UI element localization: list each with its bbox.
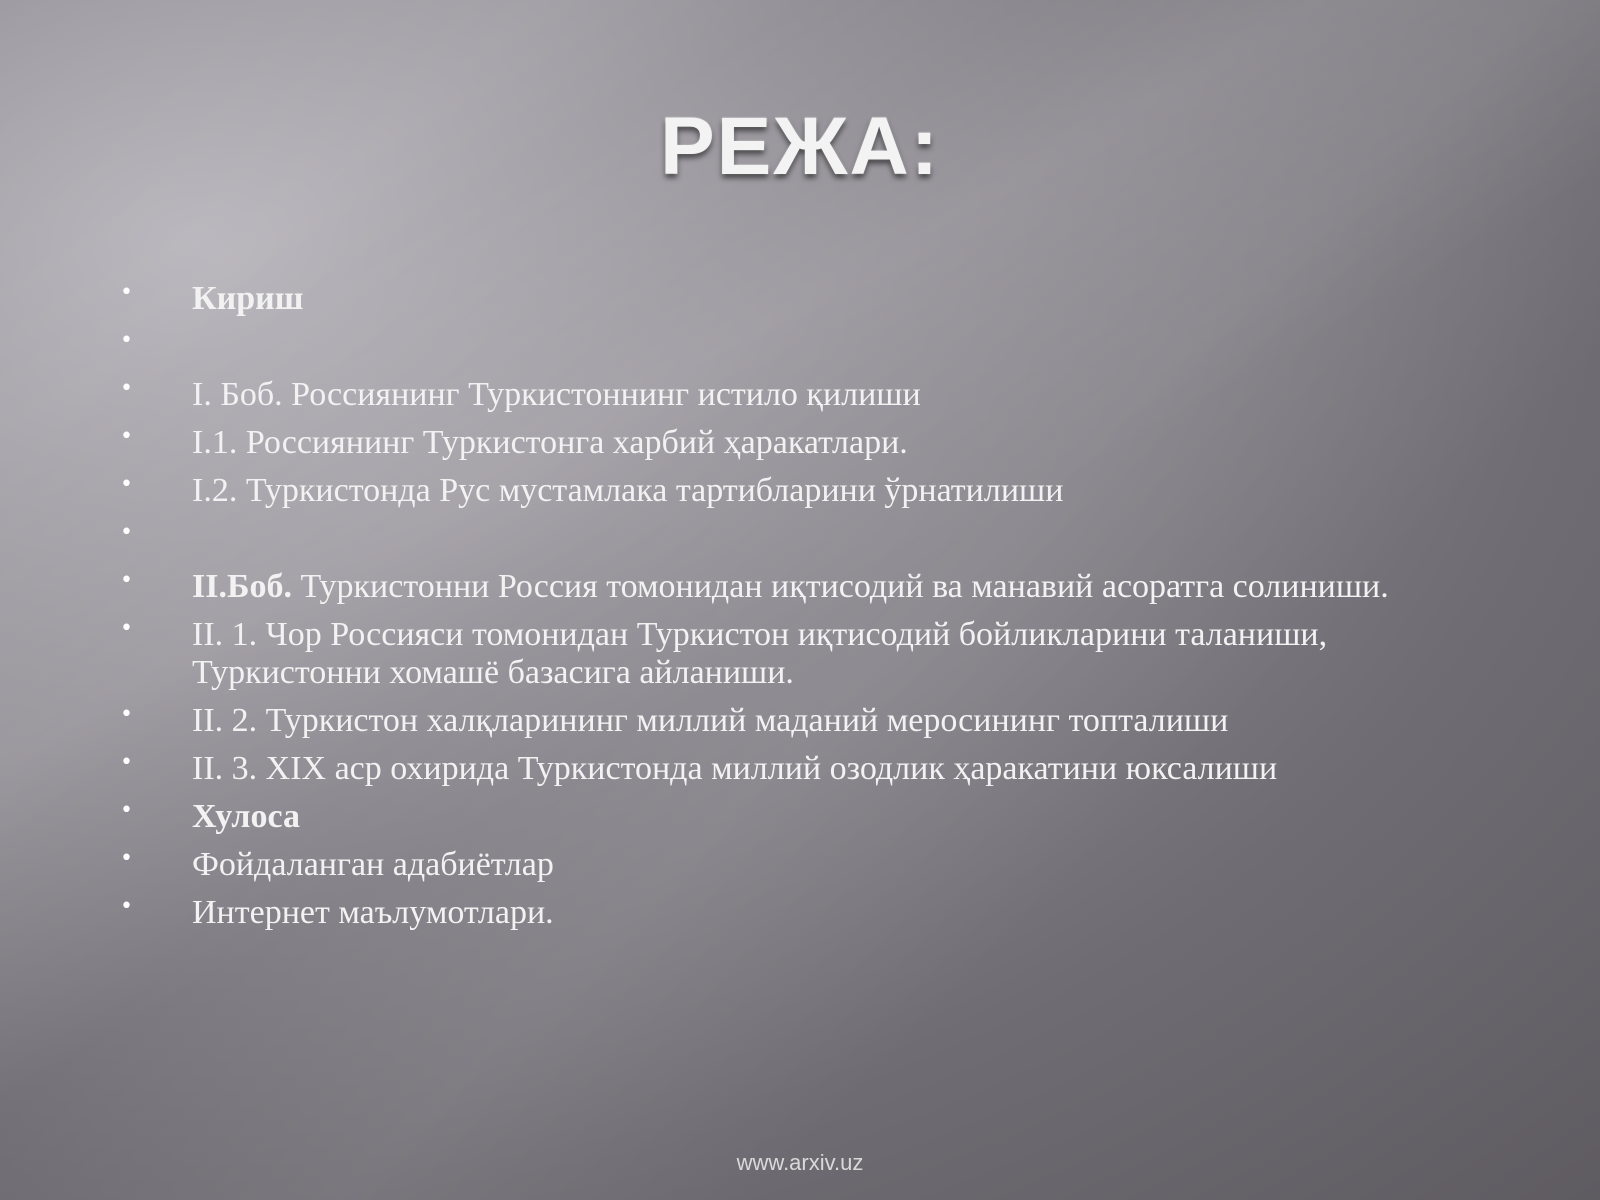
bullet-icon: • bbox=[120, 702, 133, 727]
item-text: Туркистонни Россия томонидан иқтисодий ва манавий асоратга солиниши. bbox=[291, 568, 1389, 605]
list-item bbox=[120, 472, 1500, 510]
list-item bbox=[120, 568, 1500, 606]
bullet-icon: • bbox=[120, 894, 133, 919]
slide-title: РЕЖА: bbox=[659, 101, 941, 192]
bullet-icon: • bbox=[120, 798, 133, 823]
list-item bbox=[120, 520, 1500, 558]
item-text: Интернет маълумотлари. bbox=[192, 894, 554, 931]
item-bold-text: Хулоса bbox=[192, 798, 300, 835]
plan-list bbox=[120, 280, 1500, 942]
list-item bbox=[120, 376, 1500, 414]
item-text: II. 1. Чор Россияси томонидан Туркистон иқтисодий бойликларини таланиши, Туркистонни хомашё базасига айланиши. bbox=[192, 616, 1328, 691]
list-item bbox=[120, 280, 1500, 318]
item-text: Фойдаланган адабиётлар bbox=[192, 846, 554, 883]
bullet-icon: • bbox=[120, 280, 133, 305]
item-text: I.1. Россиянинг Туркистонга харбий ҳаракатлари. bbox=[192, 424, 908, 461]
list-item bbox=[120, 424, 1500, 462]
item-text: II. 3. XIX аср охирида Туркистонда миллий озодлик ҳаракатини юксалиши bbox=[192, 750, 1278, 787]
list-item bbox=[120, 328, 1500, 366]
list-item bbox=[120, 798, 1500, 836]
bullet-icon: • bbox=[120, 846, 133, 871]
footer-watermark: www.arxiv.uz bbox=[736, 1150, 864, 1175]
bullet-icon: • bbox=[120, 472, 133, 497]
bullet-icon: • bbox=[120, 568, 133, 593]
item-text: II. 2. Туркистон халқларининг миллий маданий меросининг топталиши bbox=[192, 702, 1229, 739]
bullet-icon: • bbox=[120, 520, 133, 545]
item-bold-text: II.Боб. bbox=[192, 568, 292, 605]
bullet-icon: • bbox=[120, 616, 133, 641]
list-item bbox=[120, 750, 1500, 788]
list-item bbox=[120, 846, 1500, 884]
bullet-icon: • bbox=[120, 750, 133, 775]
bullet-icon: • bbox=[120, 424, 133, 449]
item-bold-text: Кириш bbox=[192, 280, 304, 317]
item-text: I.2. Туркистонда Рус мустамлака тартибларини ўрнатилиши bbox=[192, 472, 1064, 509]
bullet-icon: • bbox=[120, 376, 133, 401]
bullet-icon: • bbox=[120, 328, 133, 353]
list-item bbox=[120, 702, 1500, 740]
list-item bbox=[120, 894, 1500, 932]
list-item bbox=[120, 616, 1500, 692]
item-text: I. Боб. Россиянинг Туркистоннинг истило қилиши bbox=[192, 376, 921, 413]
